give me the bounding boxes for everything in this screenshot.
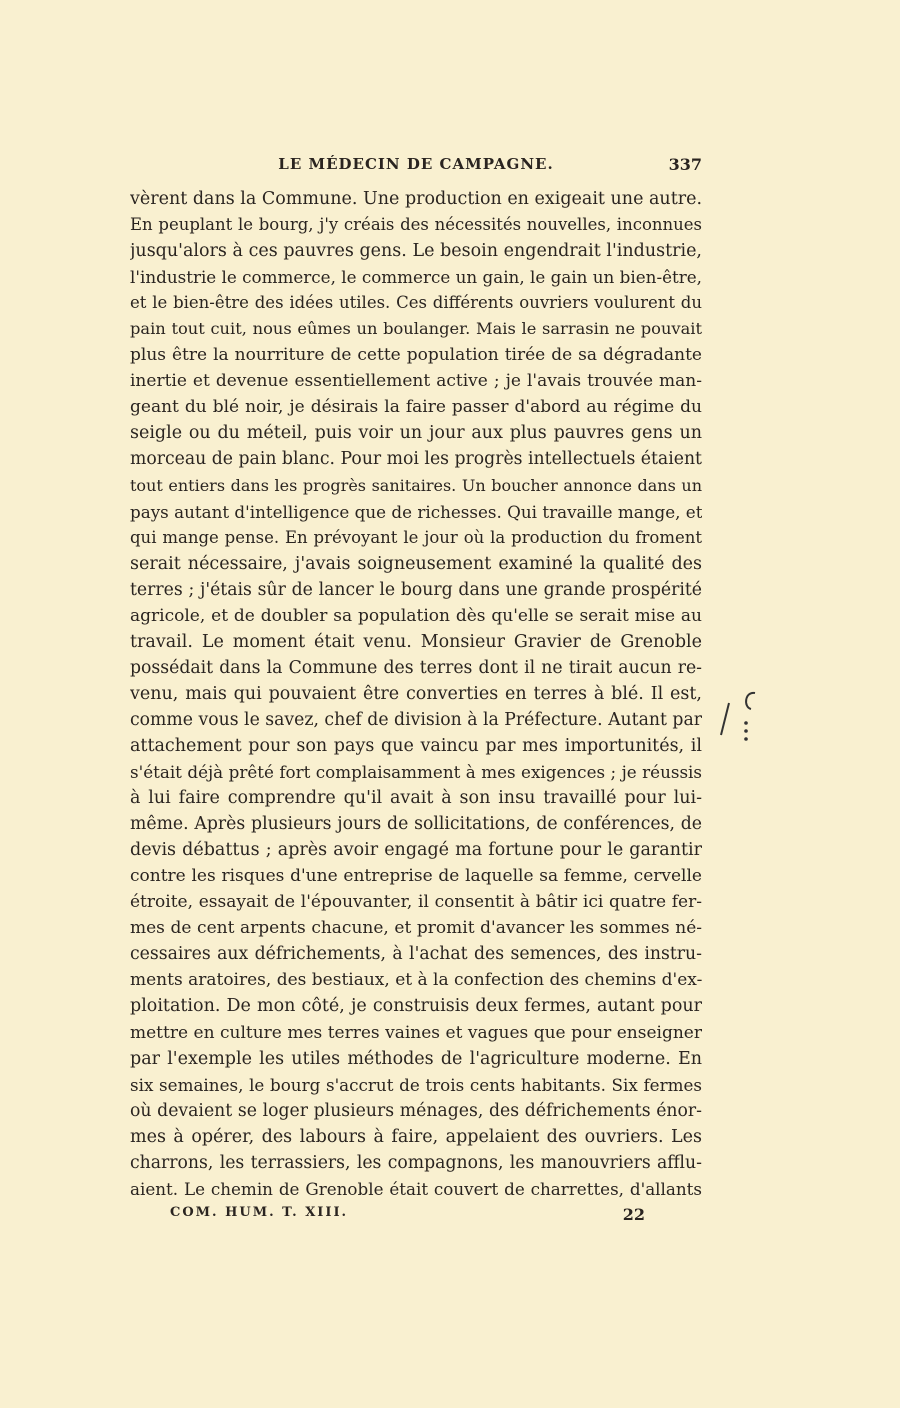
text-line: morceau de pain blanc. Pour moi les progrès intellectuels étaient [130,449,702,470]
text-line: cessaires aux défrichements, à l'achat des semences, des instru- [130,944,702,965]
handwritten-margin-mark [715,685,775,760]
text-line: geant du blé noir, je désirais la faire passer d'abord au régime du [130,397,702,418]
text-line: mes à opérer, des labours à faire, appelaient des ouvriers. Les [130,1126,702,1147]
text-line: par l'exemple les utiles méthodes de l'agriculture moderne. En [130,1048,702,1069]
text-line: attachement pour son pays que vaincu par mes importunités, il [130,735,702,756]
sheet-number: 22 [622,1205,645,1224]
text-line: terres ; j'étais sûr de lancer le bourg dans une grande prospérité [130,579,702,600]
text-line: s'était déjà prêté fort complaisamment à mes exigences ; je réussis [130,762,702,783]
text-line: ments aratoires, des bestiaux, et à la confection des chemins d'ex- [130,970,702,991]
text-line: à lui faire comprendre qu'il avait à son insu travaillé pour lui- [130,788,702,809]
text-line: plus être la nourriture de cette population tirée de sa dégradante [130,345,702,366]
text-line: l'industrie le commerce, le commerce un gain, le gain un bien-être, [130,267,702,288]
page-number: 337 [668,155,702,174]
text-line: venu, mais qui pouvaient être converties en terres à blé. Il est, [130,683,702,704]
text-line: mes de cent arpents chacune, et promit d'avancer les sommes né- [130,918,702,939]
text-line: vèrent dans la Commune. Une production en exigeait une autre. [130,189,702,209]
text-line: serait nécessaire, j'avais soigneusement examiné la qualité des [130,553,702,574]
page-header [130,155,702,179]
text-line: mettre en culture mes terres vaines et vagues que pour enseigner [130,1022,702,1043]
text-line: tout entiers dans les progrès sanitaires. Un boucher annonce dans un [130,475,702,495]
text-line: charrons, les terrassiers, les compagnons, les manouvriers afflu- [130,1152,702,1173]
text-line: comme vous le savez, chef de division à la Préfecture. Autant par [130,709,702,730]
text-line: possédait dans la Commune des terres dont il ne tirait aucun re- [130,657,702,678]
text-line: pays autant d'intelligence que de richesses. Qui travaille mange, et [130,501,702,522]
text-line: inertie et devenue essentiellement active ; je l'avais trouvée man- [130,371,702,392]
signature-mark: COM. HUM. T. XIII. [170,1205,349,1220]
body-text [130,186,702,1202]
text-line: six semaines, le bourg s'accrut de trois cents habitants. Six fermes [130,1074,702,1095]
text-line: travail. Le moment était venu. Monsieur Gravier de Grenoble [130,631,702,652]
text-line: devis débattus ; après avoir engagé ma fortune pour le garantir [130,840,702,861]
running-title: LE MÉDECIN DE CAMPAGNE. [278,155,554,173]
page-footer [170,1205,645,1227]
text-line: étroite, essayait de l'épouvanter, il consentit à bâtir ici quatre fer- [130,892,702,913]
text-line: pain tout cuit, nous eûmes un boulanger. Mais le sarrasin ne pouvait [130,319,702,339]
text-line: même. Après plusieurs jours de sollicitations, de conférences, de [130,814,702,835]
text-line: ploitation. De mon côté, je construisis deux fermes, autant pour [130,996,702,1017]
text-line: seigle ou du méteil, puis voir un jour aux plus pauvres gens un [130,423,702,444]
text-line: agricole, et de doubler sa population dès qu'elle se serait mise au [130,605,702,626]
text-line: où devaient se loger plusieurs ménages, des défrichements énor- [130,1100,702,1121]
text-line: et le bien-être des idées utiles. Ces différents ouvriers voulurent du [130,293,702,313]
text-line: jusqu'alors à ces pauvres gens. Le besoin engendrait l'industrie, [130,241,702,262]
text-line: contre les risques d'une entreprise de laquelle sa femme, cervelle [130,866,702,887]
text-line: aient. Le chemin de Grenoble était couvert de charrettes, d'allants [130,1178,702,1199]
text-line: En peuplant le bourg, j'y créais des nécessités nouvelles, inconnues [130,215,702,235]
text-line: qui mange pense. En prévoyant le jour où la production du froment [130,527,702,547]
